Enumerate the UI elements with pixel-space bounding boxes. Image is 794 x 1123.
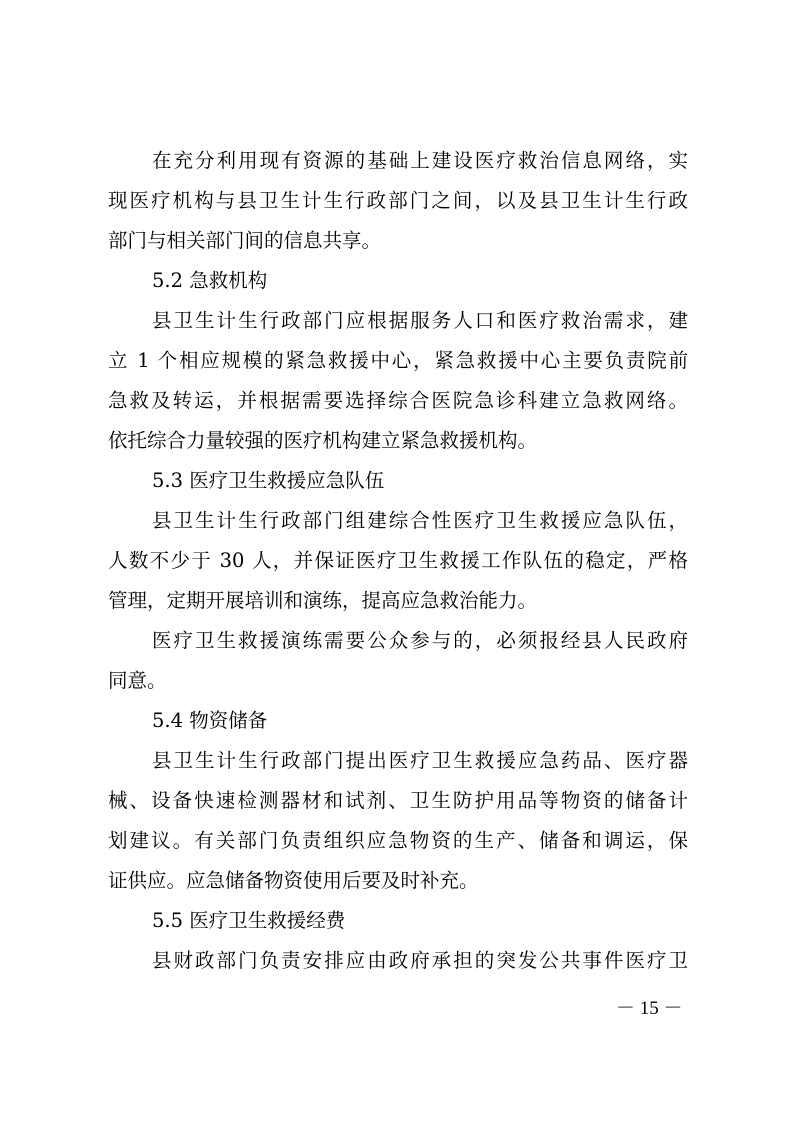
paragraph-line: 证供应。应急储备物资使用后要及时补充。 (108, 869, 479, 892)
section-heading: 5.2 急救机构 (152, 269, 268, 292)
paragraph-line: 医疗卫生救援演练需要公众参与的，必须报经县人民政府 (152, 629, 688, 652)
paragraph-line: 划建议。有关部门负责组织应急物资的生产、储备和调运，保 (108, 829, 688, 852)
paragraph-line: 同意。 (108, 669, 167, 692)
paragraph-line: 急救及转运，并根据需要选择综合医院急诊科建立急救网络。 (108, 389, 688, 412)
paragraph-line: 县财政部门负责安排应由政府承担的突发公共事件医疗卫 (152, 949, 688, 972)
paragraph-line: 立 1 个相应规模的紧急救援中心，紧急救援中心主要负责院前 (108, 349, 688, 372)
paragraph-line: 人数不少于 30 人，并保证医疗卫生救援工作队伍的稳定，严格 (108, 549, 688, 572)
paragraph-line: 县卫生计生行政部门组建综合性医疗卫生救援应急队伍， (152, 509, 688, 532)
paragraph-line: 部门与相关部门间的信息共享。 (108, 229, 382, 252)
section-heading: 5.5 医疗卫生救援经费 (152, 909, 346, 932)
page-number: － 15 － (616, 998, 683, 1019)
paragraph-line: 县卫生计生行政部门提出医疗卫生救援应急药品、医疗器 (152, 749, 688, 772)
paragraph-line: 械、设备快速检测器材和试剂、卫生防护用品等物资的储备计 (108, 789, 688, 812)
section-heading: 5.3 医疗卫生救援应急队伍 (152, 469, 385, 492)
paragraph-line: 依托综合力量较强的医疗机构建立紧急救援机构。 (108, 429, 538, 452)
paragraph-line: 现医疗机构与县卫生计生行政部门之间，以及县卫生计生行政 (108, 189, 688, 212)
section-heading: 5.4 物资储备 (152, 709, 268, 732)
paragraph-line: 县卫生计生行政部门应根据服务人口和医疗救治需求，建 (152, 309, 688, 332)
paragraph-line: 在充分利用现有资源的基础上建设医疗救治信息网络，实 (152, 149, 688, 172)
paragraph-line: 管理，定期开展培训和演练，提高应急救治能力。 (108, 589, 538, 612)
